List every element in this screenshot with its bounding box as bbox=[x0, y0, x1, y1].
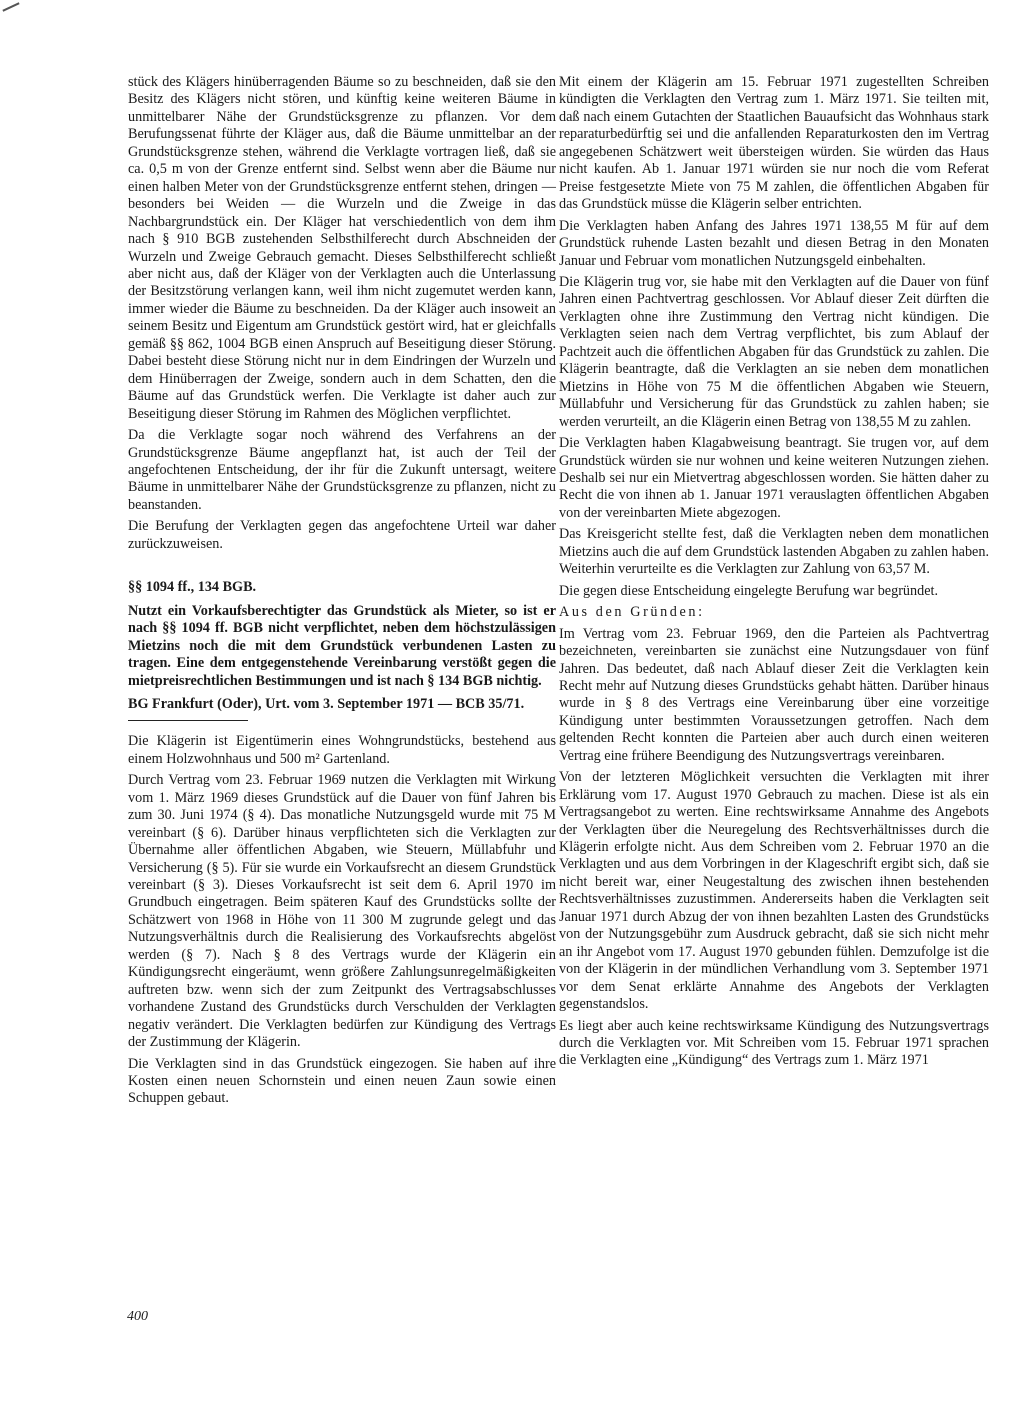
left-paragraph-2: Da die Verklagte sogar noch während des Verfahrens an der Grundstücksgrenze Bäume angepflanzt hat, ist auch der Teil der angefochtenen Entscheidung, der ihr für die Zukunft untersagt, weitere Bäume in unmittelbarer Nähe der Grundstücksgrenze zu pflanzen, nicht zu beanstanden. bbox=[128, 427, 556, 513]
case-citation: BG Frankfurt (Oder), Urt. vom 3. September 1971 — BCB 35/71. bbox=[128, 696, 556, 721]
right-paragraph-3: Die Klägerin trug vor, sie habe mit den Verklagten auf die Dauer von fünf Jahren einen Pachtvertrag geschlossen. Vor Ablauf dieser Zeit dürften die Verklagten ohne ihre Zustimmung den Vertrag nicht kündigen. Die Verklagten seien nach dem Vertrag verpflichtet, bis zum Ablauf der Pachtzeit auch die öffentlichen Abgaben für das Grundstück zu zahlen. Die Klägerin beantragte, daß die Verklagten an sie neben dem monatlichen Mietzins in Höhe von 75 M die öffentlichen Abgaben wie Steuern, Müllabfuhr und Versicherung für das Grundstück zu zahlen haben; sie werden verurteilt, an die Klägerin einen Betrag von 138,55 M zu zahlen. bbox=[559, 273, 989, 430]
page-number: 400 bbox=[127, 1309, 148, 1324]
left-column bbox=[128, 74, 556, 1112]
headnote: Nutzt ein Vorkaufsberechtigter das Grundstück als Mieter, so ist er nach §§ 1094 ff. BGB nicht verpflichtet, neben dem höchstzulässigen Mietzins noch die mit dem Grundstück verbundenen Lasten zu tragen. Eine dem entgegenstehende Vereinbarung verstößt gegen die mietpreisrechtlichen Bestimmungen und ist nach § 134 BGB nichtig. bbox=[128, 602, 556, 689]
right-paragraph-4: Die Verklagten haben Klagabweisung beantragt. Sie trugen vor, auf dem Grundstück würden sie nur wohnen und keine weiteren Nutzungen ziehen. Deshalb sei nur ein Mietvertrag abgeschlossen worden. Sie hätten daher zu Recht die von ihnen ab 1. Januar 1971 verauslagten öffentlichen Abgaben von der vereinbarten Miete abgezogen. bbox=[559, 435, 989, 521]
left-paragraph-5: Durch Vertrag vom 23. Februar 1969 nutzen die Verklagten mit Wirkung vom 1. März 1969 dieses Grundstück auf die Dauer von fünf Jahren bis zum 30. Juni 1974 (§ 4). Das monatliche Nutzungsgeld wurde mit 75 M vereinbart (§ 6). Darüber hinaus verpflichteten sich die Verklagten zur Übernahme aller öffentlichen Abgaben, wie Steuern, Müllabfuhr und Versicherung (§ 5). Für sie wurde ein Vorkaufsrecht an diesem Grundstück vereinbart (§ 3). Dieses Vorkaufsrecht ist seit dem 6. April 1970 im Grundbuch eingetragen. Beim späteren Kauf des Grundstücks sollte der Schätzwert von 1968 in Höhe von 11 300 M zugrunde gelegt und das Nutzungsverhältnis durch die Realisierung des Vorkaufsrechts abgelöst werden (§ 7). Nach § 8 des Vertrags wurde der Klägerin ein Kündigungsrecht eingeräumt, wenn größere Zahlungsunregelmäßigkeiten auftreten bzw. wenn sich der zum Zeitpunkt des Vertragsabschlusses vorhandene Zustand des Grundstücks durch Verschulden der Verklagten negativ verändert. Die Verklagten bedürfen zur Kündigung des Vertrags der Zustimmung der Klägerin. bbox=[128, 772, 556, 1051]
right-paragraph-9: Es liegt aber auch keine rechtswirksame Kündigung des Nutzungsvertrags durch die Verklagten vor. Mit Schreiben vom 15. Februar 1971 sprachen die Verklagten eine „Kündigung“ des Vertrags zum 1. März 1971 bbox=[559, 1017, 989, 1069]
right-column bbox=[559, 74, 989, 1074]
left-paragraph-1: stück des Klägers hinüberragenden Bäume so zu beschneiden, daß sie den Besitz des Klägers nicht stören, und künftig keine weiteren Bäume in unmittelbarer Nähe der Grundstücksgrenze zu pflanzen. Vor dem Berufungssenat führte der Kläger aus, daß die Bäume unmittelbar an der Grundstücksgrenze stehen, während die Verklagte vortragen ließ, daß sie ca. 0,5 m von der Grenze entfernt sind. Selbst wenn aber die Bäume nur einen halben Meter von der Grundstücksgrenze entfernt stehen, dringen — besonders bei Weiden — die Wurzeln und die Zweige in das Nachbargrundstück ein. Der Kläger hat verschiedentlich von dem ihm nach § 910 BGB zustehenden Selbsthilferecht durch Abschneiden der Wurzeln und Zweige Gebrauch gemacht. Dieses Selbsthilferecht schließt aber nicht aus, daß der Kläger von der Verklagten auch die Unterlassung der Besitzstörung verlangen kann, weil ihm nicht zugemutet werden kann, immer wieder die Bäume zu beschneiden. Da der Kläger auch insoweit an seinem Besitz und Eigentum am Grundstück gestört wird, hat er gleichfalls gemäß §§ 862, 1004 BGB einen Anspruch auf Beseitigung dieser Störung. Dabei besteht diese Störung nicht nur in dem Eindringen der Wurzeln und dem Hinüberragen der Zweige, sondern auch in dem Schatten, den die Bäume auf das Grundstück werfen. Die Verklagte ist daher auch zur Beseitigung dieser Störung im Rahmen des Möglichen verpflichtet. bbox=[128, 74, 556, 422]
right-paragraph-6: Die gegen diese Entscheidung eingelegte Berufung war begründet. bbox=[559, 582, 938, 599]
right-paragraph-8: Von der letzteren Möglichkeit versuchten die Verklagten mit ihrer Erklärung vom 17. August 1970 Gebrauch zu machen. Diese ist als ein Vertragsangebot zu werten. Eine rechtswirksame Annahme des Angebots der Verklagten über die Neuregelung des Rechtsverhältnisses durch die Klägerin erfolgte nicht. Aus dem Schreiben vom 2. Februar 1970 an die Verklagten und aus dem Vorbringen in der Klageschrift ergibt sich, daß sie nicht bereit war, einer Neugestaltung des zwischen ihnen bestehenden Rechtsverhältnisses zuzustimmen. Andererseits haben die Verklagten seit Januar 1971 durch Abzug der von ihnen bezahlten Lasten des Grundstücks von der Nutzungsgebühr zum Ausdruck gebracht, daß sie sich nicht mehr an ihr Angebot vom 17. August 1970 gebunden fühlen. Demzufolge ist die von der Klägerin in der mündlichen Verhandlung vom 3. September 1971 vor dem Senat erklärte Annahme des Angebots der Verklagten gegenstandslos. bbox=[559, 769, 989, 1013]
left-paragraph-4: Die Klägerin ist Eigentümerin eines Wohngrundstücks, bestehend aus einem Holzwohnhaus und 500 m² Gartenland. bbox=[128, 733, 556, 767]
right-paragraph-7: Im Vertrag vom 23. Februar 1969, den die Parteien als Pachtvertrag bezeichneten, vereinbarten sie zunächst eine Nutzungsdauer von fünf Jahren. Das bedeutet, daß nach Ablauf dieser Zeit die Verklagten kein Recht mehr auf Nutzung dieses Grundstücks gehabt hätten. Darüber hinaus wurde in § 8 des Vertrags eine Vereinbarung über eine vorzeitige Kündigung unter bestimmten Voraussetzungen getroffen. Nach dem geltenden Recht konnten die Parteien aber auch durch einen weiteren Vertrag eine frühere Beendigung des Nutzungsvertrags vereinbaren. bbox=[559, 625, 989, 764]
right-paragraph-2: Die Verklagten haben Anfang des Jahres 1971 138,55 M für auf dem Grundstück ruhende Lasten bezahlt und diesen Betrag in den Monaten Januar und Februar vom monatlichen Nutzungsgeld einbehalten. bbox=[559, 217, 989, 269]
left-paragraph-6: Die Verklagten sind in das Grundstück eingezogen. Sie haben auf ihre Kosten einen neuen Schornstein und einen neuen Zaun sowie einen Schuppen gebaut. bbox=[128, 1055, 556, 1107]
reasons-heading: Aus den Gründen: bbox=[559, 604, 705, 621]
section-heading: §§ 1094 ff., 134 BGB. bbox=[128, 579, 257, 596]
right-paragraph-1: Mit einem der Klägerin am 15. Februar 1971 zugestellten Schreiben kündigten die Verklagten den Vertrag zum 1. März 1971. Sie teilten mit, daß nach einem Gutachten der Staatlichen Bauaufsicht das Wohnhaus stark reparaturbedürftig sei und die anfallenden Reparaturkosten den im Vertrag angegebenen Schätzwert weit übersteigen würden. Sie würden das Haus nicht kaufen. Ab 1. Januar 1971 würden sie nur noch die vom Referat Preise festgesetzte Miete von 75 M zahlen, die öffentlichen Abgaben für das Grundstück müsse die Klägerin selber entrichten. bbox=[559, 74, 989, 213]
scan-corner-mark bbox=[2, 2, 19, 11]
right-paragraph-5: Das Kreisgericht stellte fest, daß die Verklagten neben dem monatlichen Mietzins auch die auf dem Grundstück lastenden Abgaben zu zahlen haben. Weiterhin verurteilte es die Verklagten zur Zahlung von 63,57 M. bbox=[559, 526, 989, 578]
left-paragraph-3: Die Berufung der Verklagten gegen das angefochtene Urteil war daher zurückzuweisen. bbox=[128, 518, 556, 552]
